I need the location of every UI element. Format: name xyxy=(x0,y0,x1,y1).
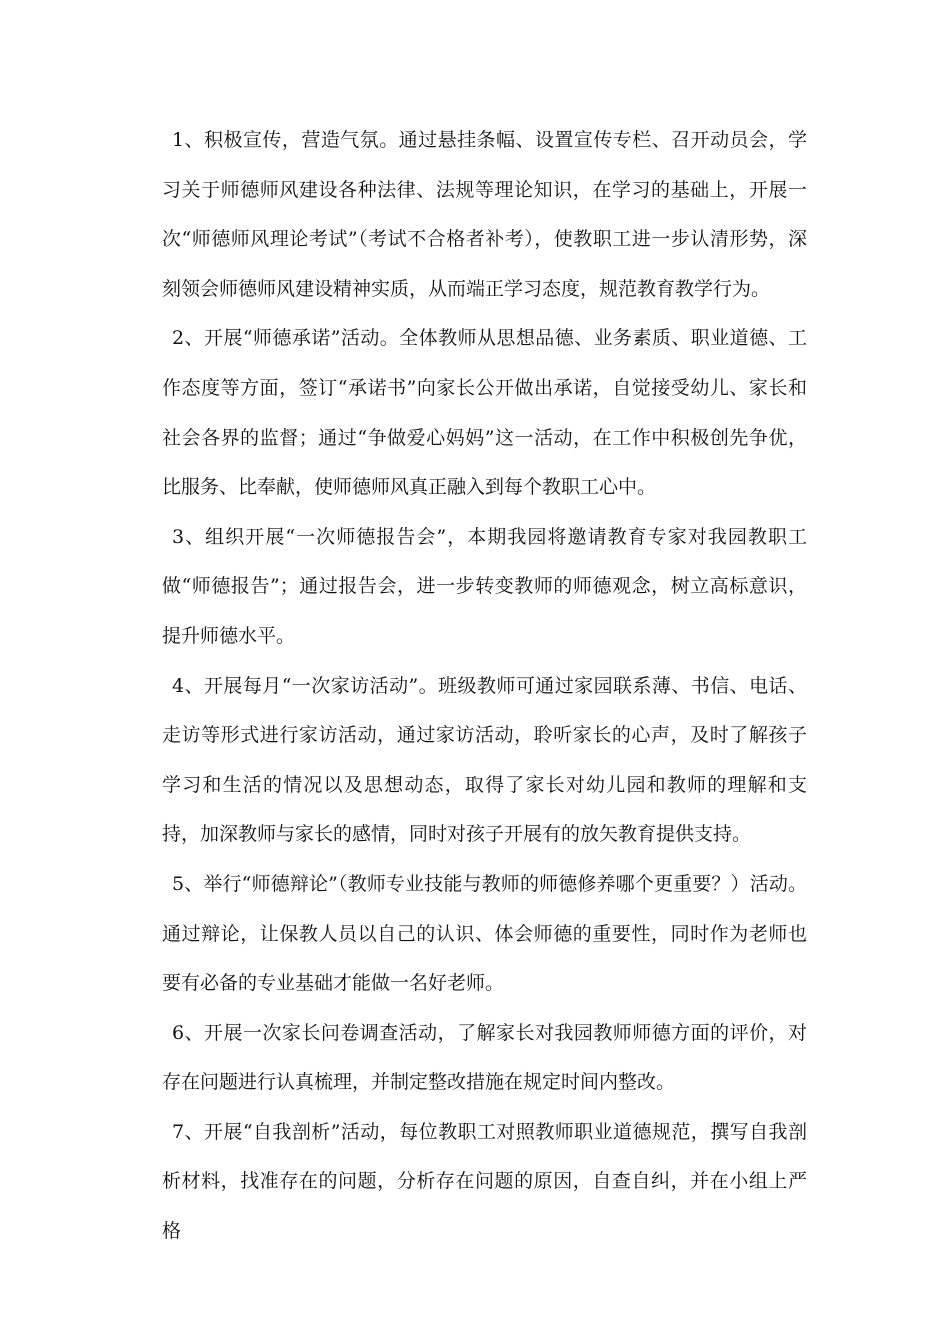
paragraph-1: 1、积极宣传，营造气氛。通过悬挂条幅、设置宣传专栏、召开动员会，学习关于师德师风建设各种法律、法规等理论知识，在学习的基础上，开展一次“师德师风理论考试”（考试不合格者补考），使教职工进一步认清形势，深刻领会师德师风建设精神实质，从而端正学习态度，规范教育教学行为。 xyxy=(162,129,807,300)
paragraph-4: 4、开展每月“一次家访活动”。班级教师可通过家园联系薄、书信、电话、走访等形式进行家访活动，通过家访活动，聆听家长的心声，及时了解孩子学习和生活的情况以及思想动态，取得了家长对幼儿园和教师的理解和支持，加深教师与家长的感情，同时对孩子开展有的放矢教育提供支持。 xyxy=(162,674,807,846)
paragraph-6: 6、开展一次家长问卷调查活动，了解家长对我园教师师德方面的评价，对存在问题进行认真梳理，并制定整改措施在规定时间内整改。 xyxy=(162,1021,807,1094)
paragraph-5: 5、举行“师德辩论”（教师专业技能与教师的师德修养哪个更重要？）活动。通过辩论，让保教人员以自己的认识、体会师德的重要性，同时作为老师也要有必备的专业基础才能做一名好老师。 xyxy=(162,872,807,995)
paragraph-3: 3、组织开展“一次师德报告会”，本期我园将邀请教育专家对我园教职工做“师德报告”；通过报告会，进一步转变教师的师德观念，树立高标意识，提升师德水平。 xyxy=(162,525,807,647)
paragraph-7: 7、开展“自我剖析”活动，每位教职工对照教师职业道德规范，撰写自我剖析材料，找准存在的问题，分析存在问题的原因，自查自纠，并在小组上严格 xyxy=(162,1120,807,1243)
paragraph-2: 2、开展“师德承诺”活动。全体教师从思想品德、业务素质、职业道德、工作态度等方面，签订“承诺书”向家长公开做出承诺，自觉接受幼儿、家长和社会各界的监督；通过“争做爱心妈妈”这一活动，在工作中积极创先争优，比服务、比奉献，使师德师风真正融入到每个教职工心中。 xyxy=(162,327,807,499)
document-body xyxy=(162,116,807,1257)
